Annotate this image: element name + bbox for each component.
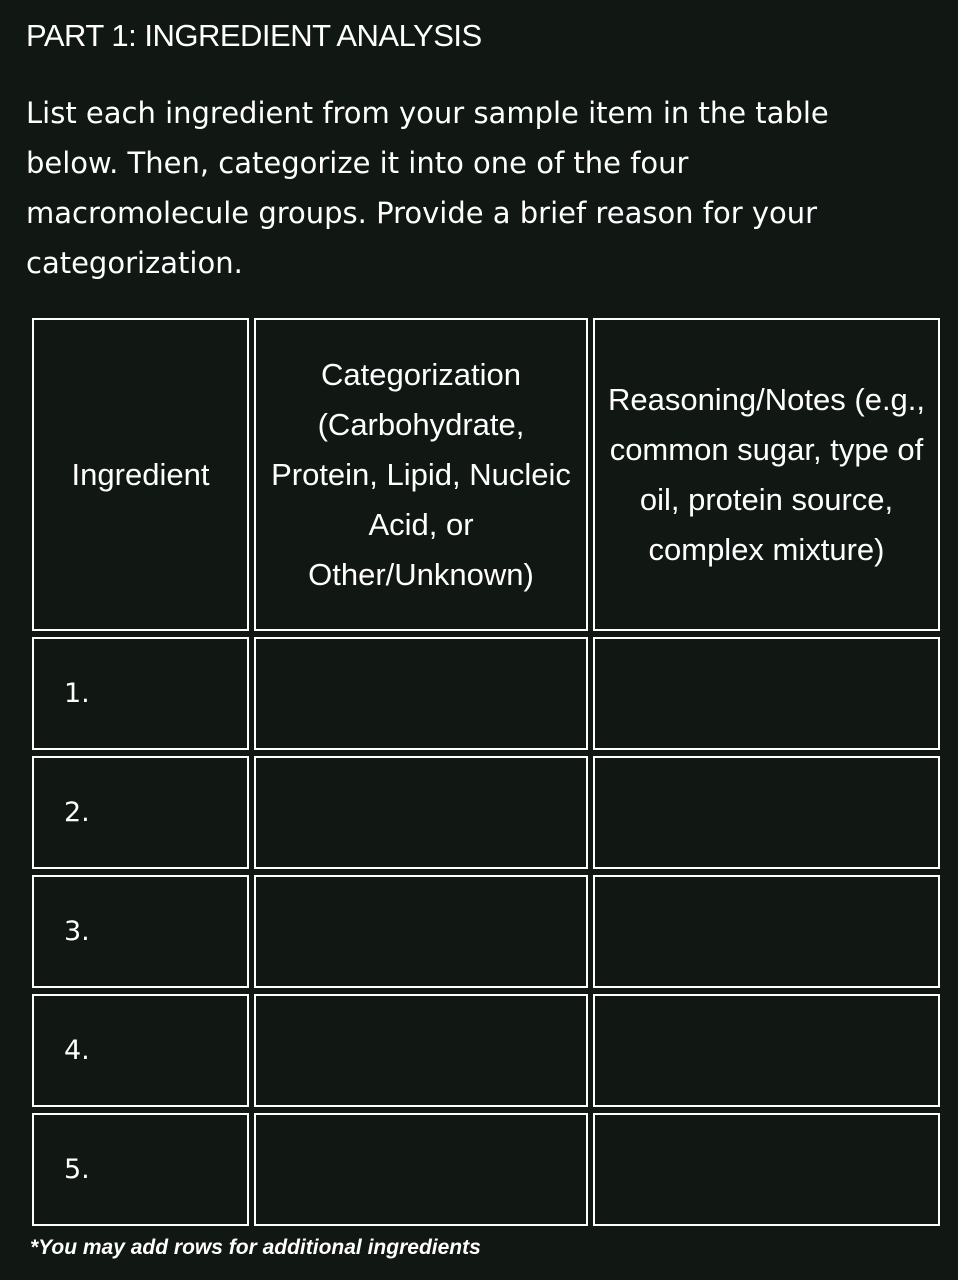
row-3-categorization-cell[interactable] xyxy=(254,875,588,988)
instructions-text: List each ingredient from your sample item in the table below. Then, categorize it into one of the four macromolecule groups. Provide a brief reason for your categorization. xyxy=(26,96,829,280)
row-2-ingredient-cell[interactable]: 2. xyxy=(32,756,249,869)
row-5-categorization-cell[interactable] xyxy=(254,1113,588,1226)
row-4-reasoning-cell[interactable] xyxy=(593,994,940,1107)
ingredient-table xyxy=(32,318,940,1226)
row-1-ingredient-cell[interactable]: 1. xyxy=(32,637,249,750)
row-1-categorization-cell[interactable] xyxy=(254,637,588,750)
row-2-reasoning-cell[interactable] xyxy=(593,756,940,869)
row-5-ingredient-cell[interactable]: 5. xyxy=(32,1113,249,1226)
row-3-reasoning-cell[interactable] xyxy=(593,875,940,988)
section-heading: PART 1: INGREDIENT ANALYSIS xyxy=(26,18,482,53)
row-2-categorization-cell[interactable] xyxy=(254,756,588,869)
row-4-ingredient-cell[interactable]: 4. xyxy=(32,994,249,1107)
header-categorization: Categorization (Carbohydrate, Protein, Lipid, Nucleic Acid, or Other/Unknown) xyxy=(254,318,588,631)
row-5-reasoning-cell[interactable] xyxy=(593,1113,940,1226)
header-ingredient: Ingredient xyxy=(32,318,249,631)
header-reasoning: Reasoning/Notes (e.g., common sugar, type of oil, protein source, complex mixture) xyxy=(593,318,940,631)
row-4-categorization-cell[interactable] xyxy=(254,994,588,1107)
footnote: *You may add rows for additional ingredients xyxy=(30,1236,481,1259)
row-3-ingredient-cell[interactable]: 3. xyxy=(32,875,249,988)
row-1-reasoning-cell[interactable] xyxy=(593,637,940,750)
